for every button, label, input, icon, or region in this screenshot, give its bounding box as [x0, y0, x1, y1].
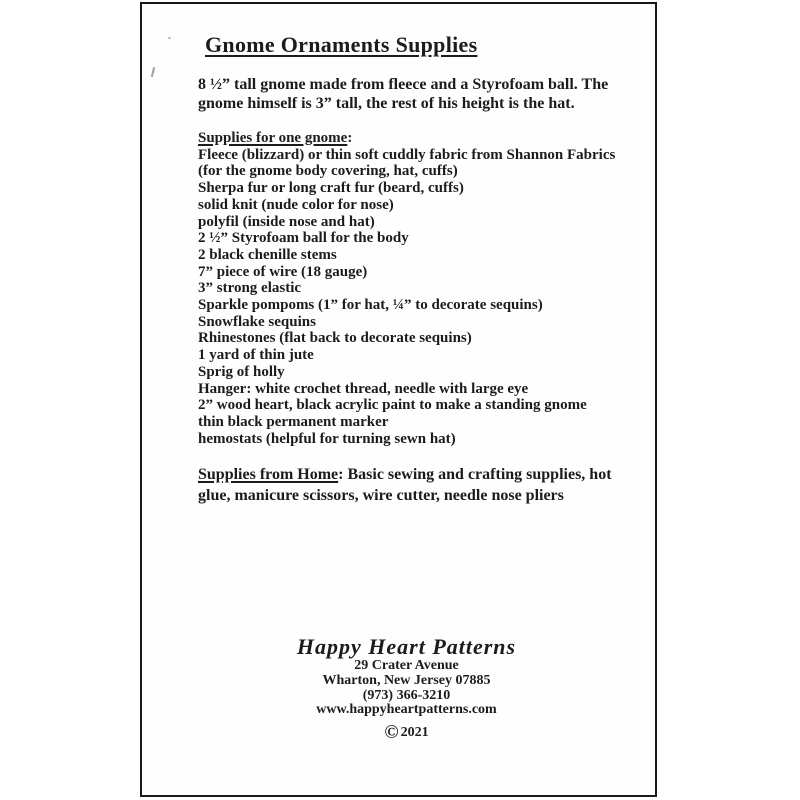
- supplies-section: [198, 130, 615, 447]
- supply-item: Hanger: white crochet thread, needle with large eye: [198, 380, 529, 397]
- supply-item: 2 ½” Styrofoam ball for the body: [198, 230, 409, 247]
- intro-line-1: 8 ½” tall gnome made from fleece and a Styrofoam ball. The: [198, 76, 609, 93]
- supplies-section-heading: [198, 130, 615, 147]
- home-supplies-line-2: glue, manicure scissors, wire cutter, needle nose pliers: [198, 487, 564, 505]
- supplies-heading-text: Supplies for one gnome: [198, 130, 348, 146]
- document-page: [140, 2, 657, 797]
- supply-item: Snowflake sequins: [198, 313, 316, 330]
- home-supplies-line-1: : Basic sewing and crafting supplies, hot: [338, 466, 612, 484]
- supply-item: hemostats (helpful for turning sewn hat): [198, 430, 456, 447]
- supply-item: 3” strong elastic: [198, 280, 302, 297]
- phone-number: (973) 366-3210: [362, 687, 451, 703]
- supply-item: 1 yard of thin jute: [198, 347, 314, 364]
- supply-item: 7” piece of wire (18 gauge): [198, 263, 368, 280]
- copyright-year: 2021: [400, 725, 429, 741]
- supply-item: 2” wood heart, black acrylic paint to make a standing gnome: [198, 397, 587, 414]
- footer-block: [156, 634, 657, 744]
- brand-name: Happy Heart Patterns: [296, 634, 517, 659]
- supply-item: Sparkle pompoms (1” for hat, ¼” to decorate sequins): [198, 297, 543, 314]
- website-url: www.happyheartpatterns.com: [316, 702, 497, 718]
- supply-item: (for the gnome body covering, hat, cuffs): [198, 163, 458, 180]
- supply-item: polyfil (inside nose and hat): [198, 213, 375, 230]
- intro-line-2: gnome himself is 3” tall, the rest of his height is the hat.: [198, 95, 575, 112]
- supply-item: Sprig of holly: [198, 363, 285, 380]
- copyright-icon: ©: [384, 722, 399, 744]
- home-supplies-paragraph: [198, 464, 615, 506]
- supply-item: Sherpa fur or long craft fur (beard, cuffs): [198, 180, 464, 197]
- supplies-list: [198, 147, 615, 448]
- intro-paragraph: [198, 75, 615, 113]
- supply-item: thin black permanent marker: [198, 413, 389, 430]
- address-line-1: 29 Crater Avenue: [354, 658, 459, 673]
- supply-item: Fleece (blizzard) or thin soft cuddly fabric from Shannon Fabrics: [198, 146, 616, 163]
- scan-artifact: [168, 37, 171, 39]
- document-content: [142, 4, 655, 506]
- supplies-heading-colon: :: [347, 130, 353, 146]
- home-supplies-heading: Supplies from Home: [198, 466, 339, 484]
- page-title-text: Gnome Ornaments Supplies: [205, 32, 478, 57]
- supply-item: 2 black chenille stems: [198, 246, 337, 263]
- supply-item: Rhinestones (flat back to decorate sequins): [198, 330, 472, 347]
- page-title: [205, 32, 615, 58]
- supply-item: solid knit (nude color for nose): [198, 196, 394, 213]
- address-line-2: Wharton, New Jersey 07885: [322, 672, 491, 688]
- copyright-notice: [156, 722, 657, 744]
